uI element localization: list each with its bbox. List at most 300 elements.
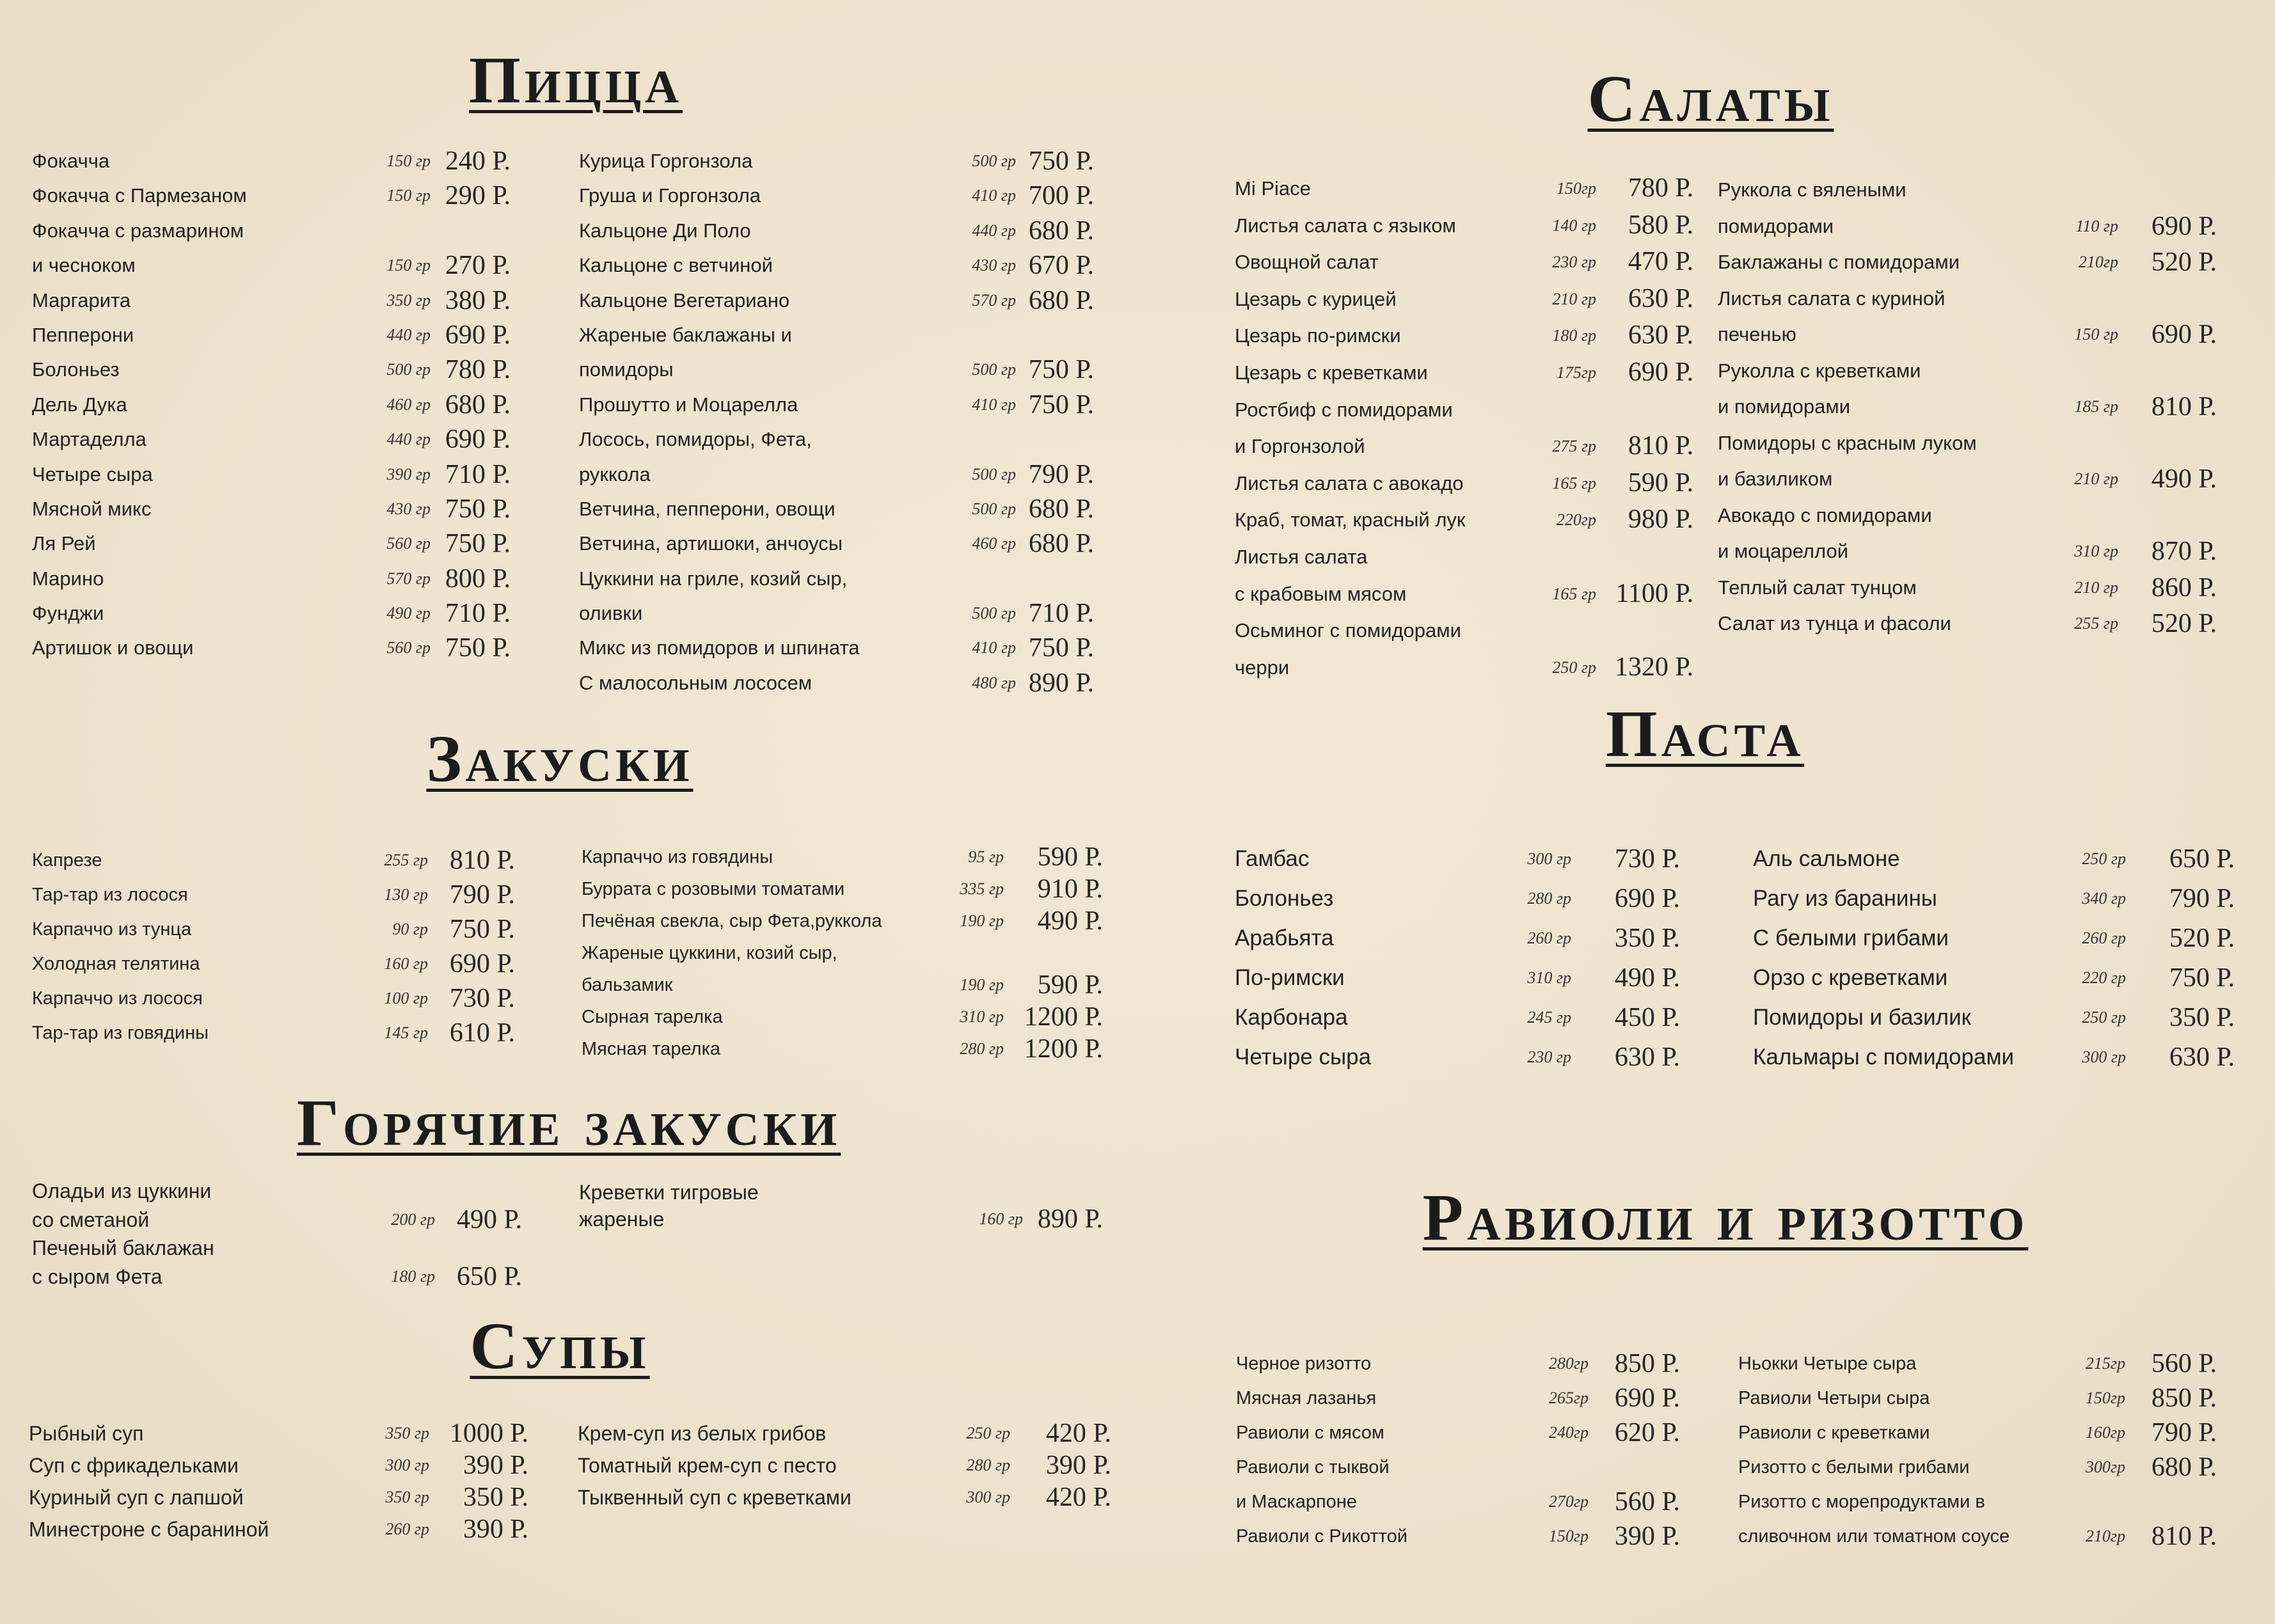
item-name [1235, 501, 1693, 539]
item-price: 750 Р. [445, 494, 511, 524]
soups-left-column [29, 1417, 528, 1545]
item-name-line: Ризотто с белыми грибами [1738, 1457, 1970, 1478]
item-name [1235, 918, 1680, 958]
item-name-line: Баклажаны с помидорами [1718, 251, 1960, 273]
item-name [32, 214, 511, 283]
item-weight: 185 гр [2074, 397, 2118, 416]
item-name [32, 1234, 522, 1291]
menu-item [32, 843, 515, 878]
item-name-line: Прошутто и Моцарелла [579, 393, 798, 416]
item-weight: 150гр [1556, 179, 1596, 198]
item-name [1235, 207, 1693, 244]
item-price: 520 Р. [2151, 609, 2217, 638]
item-weight: 210 гр [2074, 578, 2118, 597]
menu-item [32, 878, 515, 912]
item-weight: 245 гр [1527, 1008, 1571, 1027]
item-price: 650 Р. [456, 1261, 522, 1291]
item-price: 620 Р. [1614, 1418, 1680, 1447]
item-weight: 190 гр [960, 911, 1004, 930]
item-price: 390 Р. [463, 1451, 528, 1480]
item-weight: 200 гр [391, 1210, 435, 1229]
hot-zakuski-right-column [579, 1179, 1103, 1233]
item-price: 680 Р. [445, 390, 511, 420]
menu-item [32, 981, 515, 1016]
menu-item [1738, 1415, 2217, 1450]
item-name-line: Микс из помидоров и шпината [579, 636, 860, 659]
item-name-line: Кальмары с помидорами [1753, 1045, 2015, 1069]
item-weight: 500 гр [972, 499, 1016, 518]
item-name-line: и моцареллой [1718, 540, 1849, 562]
item-price: 710 Р. [445, 459, 511, 489]
item-weight: 160 гр [384, 954, 428, 973]
item-weight: 335 гр [960, 879, 1004, 898]
item-name-line: Руккола с вялеными [1718, 178, 1906, 201]
item-price: 1000 Р. [449, 1419, 528, 1448]
item-price: 750 Р. [1028, 146, 1094, 176]
item-weight: 260 гр [2082, 929, 2126, 947]
menu-item [1236, 1346, 1680, 1381]
item-name [582, 937, 1103, 1001]
item-name-line: и Горгонзолой [1235, 435, 1365, 458]
item-name-line: Маргарита [32, 288, 131, 311]
item-name [29, 1449, 528, 1481]
item-name [1235, 391, 1693, 465]
item-name-line: Помидоры и базилик [1753, 1005, 1971, 1030]
item-name-line: Карбонара [1235, 1005, 1348, 1030]
item-name-line: Листья салата с языком [1235, 214, 1456, 237]
item-price: 680 Р. [1028, 285, 1094, 315]
item-name [1235, 839, 1680, 879]
item-name [32, 912, 515, 947]
menu-item [579, 248, 1094, 283]
item-name-line: Черное ризотто [1236, 1353, 1372, 1374]
item-name-line: Болоньез [32, 358, 120, 381]
item-weight: 410 гр [972, 395, 1016, 414]
item-price: 690 Р. [2151, 320, 2217, 349]
item-price: 850 Р. [1614, 1349, 1680, 1378]
item-weight: 240гр [1548, 1423, 1589, 1442]
menu-item [1235, 501, 1693, 539]
item-weight: 430 гр [972, 256, 1016, 275]
item-name-line: Четыре сыра [1235, 1045, 1372, 1069]
menu-item [1235, 354, 1693, 391]
section-title-hot-zakuski: Горячие закуски [296, 1086, 841, 1160]
menu-item [1235, 317, 1693, 354]
item-name-line: Гамбас [1235, 846, 1310, 871]
item-name-line: С малосольным лососем [579, 671, 812, 694]
item-price: 680 Р. [1028, 494, 1094, 524]
item-weight: 160 гр [979, 1210, 1023, 1228]
item-price: 750 Р. [1028, 390, 1094, 420]
item-price: 590 Р. [1037, 970, 1103, 1000]
item-name-line: Карпаччо из говядины [582, 847, 773, 867]
menu-item [32, 144, 511, 178]
item-name-line: Ньокки Четыре сыра [1738, 1353, 1917, 1374]
item-name [32, 878, 515, 912]
menu-item [1753, 958, 2235, 998]
menu-item [1718, 281, 2217, 353]
item-weight: 260 гр [385, 1520, 429, 1538]
item-name [1738, 1485, 2217, 1554]
item-name-line: Фокачча [32, 150, 110, 172]
menu-item [1718, 498, 2217, 570]
item-weight: 460 гр [972, 534, 1016, 553]
item-name-line: и помидорами [1718, 395, 1851, 418]
item-name-line: с сыром Фета [32, 1265, 162, 1288]
item-name-line: оливки [579, 602, 643, 625]
menu-item [1235, 918, 1680, 958]
item-price: 810 Р. [449, 846, 515, 875]
item-price: 850 Р. [2151, 1384, 2217, 1413]
item-price: 890 Р. [1037, 1204, 1103, 1234]
menu-item [582, 1001, 1103, 1033]
item-name [29, 1513, 528, 1545]
item-price: 630 Р. [1628, 283, 1693, 313]
item-price: 680 Р. [1028, 216, 1094, 246]
item-weight: 300 гр [966, 1488, 1010, 1506]
menu-item [582, 937, 1103, 1001]
item-name-line: Мясная лазанья [1236, 1388, 1377, 1408]
item-name-line: сливочном или томатном соусе [1738, 1526, 2010, 1547]
item-name [1718, 498, 2217, 570]
item-weight: 145 гр [384, 1023, 428, 1042]
menu-item [32, 1234, 522, 1291]
item-name-line: Оладьи из цуккини [32, 1179, 212, 1202]
item-weight: 350 гр [385, 1488, 429, 1506]
item-weight: 150 гр [386, 186, 431, 205]
item-price: 790 Р. [449, 880, 515, 910]
item-name-line: Листья салата [1235, 545, 1368, 568]
item-name [579, 526, 1094, 561]
item-weight: 250 гр [2082, 849, 2126, 868]
menu-item [32, 422, 511, 457]
item-weight: 150 гр [2074, 325, 2118, 343]
item-name-line: Рыбный суп [29, 1422, 144, 1445]
item-price: 810 Р. [2151, 1522, 2217, 1551]
item-weight: 250 гр [966, 1424, 1010, 1442]
item-weight: 410 гр [972, 638, 1016, 658]
item-name-line: Мясная тарелка [582, 1039, 721, 1059]
item-price: 690 Р. [2151, 211, 2217, 241]
item-weight: 410 гр [972, 186, 1016, 205]
item-weight: 150 гр [386, 256, 431, 275]
menu-item [578, 1481, 1111, 1513]
item-name-line: Марино [32, 567, 104, 590]
menu-item [1235, 207, 1693, 244]
item-weight: 210гр [2078, 253, 2118, 271]
item-name-line: Дель Дука [32, 393, 127, 416]
item-name [32, 526, 511, 561]
item-weight: 255 гр [2074, 614, 2118, 633]
item-weight: 140 гр [1552, 216, 1596, 235]
item-price: 560 Р. [2151, 1349, 2217, 1378]
item-name-line: Жареные цуккини, козий сыр, [582, 943, 837, 963]
menu-item [29, 1449, 528, 1481]
item-weight: 215гр [2085, 1354, 2125, 1373]
item-name-line: Фокачча с размарином [32, 219, 244, 242]
section-title-zakuski: Закуски [426, 722, 694, 796]
item-name [1718, 425, 2217, 498]
item-name-line: Mi Piace [1235, 177, 1311, 200]
item-weight: 100 гр [384, 989, 428, 1007]
item-name [1235, 879, 1680, 918]
section-title-ravioli-risotto: Равиоли и ризотто [1422, 1181, 2029, 1254]
item-price: 350 Р. [463, 1483, 528, 1512]
menu-item [1718, 353, 2217, 425]
item-weight: 500 гр [972, 360, 1016, 379]
menu-item [579, 631, 1094, 665]
item-name-line: Рагу из баранины [1753, 886, 1937, 911]
pasta-right-column [1753, 839, 2235, 1077]
zakuski-right-column [582, 841, 1103, 1065]
item-name-line: Четыре сыра [32, 462, 153, 485]
item-weight: 300гр [2085, 1458, 2125, 1476]
item-weight: 300 гр [1527, 849, 1571, 868]
item-price: 750 Р. [445, 633, 511, 663]
item-weight: 210 гр [2074, 469, 2118, 488]
item-name-line: печенью [1718, 323, 1796, 345]
item-weight: 150гр [1548, 1527, 1589, 1545]
menu-item [1753, 918, 2235, 958]
item-weight: 250 гр [1552, 658, 1596, 677]
item-name-line: со сметаной [32, 1208, 150, 1231]
menu-item [579, 318, 1094, 388]
item-weight: 220гр [1556, 510, 1596, 530]
item-weight: 560 гр [386, 638, 431, 658]
item-price: 750 Р. [2169, 963, 2235, 993]
item-name-line: Кальцоне Ди Поло [579, 219, 751, 242]
item-name [32, 283, 511, 318]
ravioli-right-column [1738, 1346, 2217, 1554]
menu-item [1235, 1037, 1680, 1077]
item-price: 670 Р. [1028, 251, 1094, 281]
item-weight: 250 гр [2082, 1008, 2126, 1027]
item-name-line: черри [1235, 656, 1290, 679]
item-name-line: Цуккини на гриле, козий сыр, [579, 567, 848, 590]
menu-item [32, 1016, 515, 1050]
zakuski-left-column [32, 843, 515, 1050]
item-name [579, 283, 1094, 318]
menu-item [579, 214, 1094, 248]
item-name [579, 1179, 1103, 1233]
item-name-line: Равиоли с мясом [1236, 1423, 1384, 1443]
item-name-line: бальзамик [582, 975, 673, 995]
menu-item [579, 422, 1094, 492]
item-name-line: Мартаделла [32, 428, 147, 451]
menu-item [32, 178, 511, 213]
item-name-line: Авокадо с помидорами [1718, 503, 1932, 526]
item-weight: 390 гр [386, 464, 431, 484]
item-name-line: С белыми грибами [1753, 926, 1949, 950]
item-weight: 440 гр [386, 325, 431, 344]
menu-item [579, 388, 1094, 422]
item-name-line: руккола [579, 462, 651, 485]
item-name [578, 1417, 1111, 1449]
menu-item [582, 1033, 1103, 1065]
menu-item [582, 841, 1103, 873]
item-weight: 310 гр [960, 1007, 1004, 1026]
item-price: 470 Р. [1628, 247, 1693, 277]
menu-item [1236, 1450, 1680, 1519]
menu-item [1235, 391, 1693, 465]
item-weight: 500 гр [972, 464, 1016, 484]
item-weight: 90 гр [392, 920, 428, 938]
item-weight: 350 гр [385, 1424, 429, 1442]
item-name-line: Листья салата с авокадо [1235, 471, 1464, 494]
item-price: 870 Р. [2151, 537, 2217, 566]
item-weight: 460 гр [386, 395, 431, 414]
item-name [579, 631, 1094, 665]
item-name [1738, 1450, 2217, 1485]
item-name-line: Артишок и овощи [32, 636, 194, 659]
item-weight: 490 гр [386, 604, 431, 623]
item-price: 350 Р. [2169, 1003, 2235, 1032]
item-price: 560 Р. [1614, 1487, 1680, 1517]
item-name [1235, 170, 1693, 207]
menu-item [1738, 1485, 2217, 1554]
item-name [1718, 353, 2217, 425]
item-name [1235, 465, 1693, 502]
item-price: 1200 Р. [1024, 1002, 1103, 1032]
item-price: 630 Р. [1614, 1043, 1680, 1072]
item-name-line: Минестроне с бараниной [29, 1518, 269, 1541]
item-name [32, 457, 511, 492]
item-price: 390 Р. [1045, 1451, 1111, 1480]
item-name-line: Ветчина, артишоки, анчоусы [579, 532, 843, 555]
menu-item [32, 352, 511, 387]
item-weight: 280 гр [966, 1456, 1010, 1474]
item-price: 490 Р. [2151, 464, 2217, 494]
menu-item [1235, 539, 1693, 612]
item-name-line: Равиоли Четыри сыра [1738, 1388, 1930, 1408]
menu-item [1235, 958, 1680, 998]
menu-item [32, 526, 511, 561]
item-name [32, 144, 511, 178]
item-name [1718, 606, 2217, 642]
item-price: 680 Р. [1028, 529, 1094, 559]
item-price: 790 Р. [1028, 459, 1094, 489]
item-price: 730 Р. [449, 984, 515, 1013]
item-name-line: Ризотто с морепродуктами в [1738, 1492, 1985, 1512]
menu-item [32, 283, 511, 318]
item-name [1235, 998, 1680, 1037]
item-price: 790 Р. [2169, 884, 2235, 913]
item-name [32, 178, 511, 213]
menu-item [1753, 839, 2235, 879]
item-name-line: По-римски [1235, 965, 1345, 990]
item-name-line: Листья салата с куриной [1718, 287, 1946, 310]
item-name-line: Крем-суп из белых грибов [578, 1422, 827, 1445]
menu-item [1235, 612, 1693, 686]
item-price: 590 Р. [1037, 842, 1103, 872]
item-price: 710 Р. [1028, 599, 1094, 629]
item-name [32, 1177, 522, 1234]
item-price: 810 Р. [1628, 431, 1693, 461]
pizza-left-column [32, 144, 511, 666]
item-name [1738, 1415, 2217, 1450]
item-name-line: Куриный суп с лапшой [29, 1486, 244, 1509]
item-name-line: Цезарь по-римски [1235, 324, 1401, 347]
item-name-line: Тар-тар из лосося [32, 885, 188, 905]
menu-item [32, 912, 515, 947]
item-name [579, 666, 1094, 700]
item-price: 790 Р. [2151, 1418, 2217, 1447]
item-price: 390 Р. [463, 1515, 528, 1544]
menu-item [1753, 1037, 2235, 1077]
menu-item [1235, 244, 1693, 281]
item-name [32, 492, 511, 526]
item-weight: 95 гр [968, 847, 1004, 866]
menu-item [32, 388, 511, 422]
item-name-line: Фокачча с Пармезаном [32, 184, 247, 207]
item-name [32, 947, 515, 981]
item-name-line: Печёная свекла, сыр Фета,руккола [582, 911, 882, 931]
item-name-line: Цезарь с креветками [1235, 361, 1428, 384]
item-weight: 175гр [1556, 363, 1596, 382]
item-weight: 180 гр [391, 1266, 435, 1286]
item-name-line: Руколла с креветками [1718, 359, 1921, 382]
item-weight: 310 гр [2074, 542, 2118, 560]
item-price: 450 Р. [1614, 1003, 1680, 1032]
item-price: 590 Р. [1628, 468, 1693, 498]
menu-item [1753, 998, 2235, 1037]
item-price: 380 Р. [445, 285, 511, 315]
item-name-line: Равиоли с креветками [1738, 1423, 1930, 1443]
item-price: 420 Р. [1045, 1483, 1111, 1512]
item-name-line: Аль сальмоне [1753, 846, 1900, 871]
item-weight: 280 гр [1527, 889, 1571, 908]
item-price: 800 Р. [445, 564, 511, 594]
menu-item [32, 492, 511, 526]
item-name [1236, 1415, 1680, 1450]
item-name [579, 388, 1094, 422]
item-name [32, 596, 511, 631]
item-weight: 255 гр [384, 851, 428, 869]
item-name-line: помидоры [579, 358, 674, 381]
item-name [29, 1481, 528, 1513]
item-name-line: Помидоры с красным луком [1718, 431, 1977, 454]
item-weight: 300 гр [2082, 1048, 2126, 1066]
item-weight: 160гр [2085, 1423, 2125, 1442]
menu-item [1236, 1415, 1680, 1450]
menu-item [1235, 281, 1693, 318]
item-name [579, 422, 1094, 492]
item-weight: 280гр [1548, 1354, 1589, 1373]
item-name [1236, 1519, 1680, 1554]
item-name [1235, 354, 1693, 391]
item-weight: 440 гр [972, 221, 1016, 240]
item-weight: 265гр [1548, 1389, 1589, 1407]
item-name-line: помидорами [1718, 214, 1834, 237]
item-name-line: и чесноком [32, 254, 136, 277]
item-name-line: Сырная тарелка [582, 1007, 723, 1027]
item-name [1718, 281, 2217, 353]
item-price: 490 Р. [456, 1204, 522, 1234]
item-name [582, 841, 1103, 873]
item-price: 730 Р. [1614, 844, 1680, 874]
item-price: 520 Р. [2151, 248, 2217, 277]
item-name [1236, 1346, 1680, 1381]
menu-item [1738, 1450, 2217, 1485]
item-name [1236, 1381, 1680, 1415]
item-name-line: Карпаччо из тунца [32, 919, 192, 940]
item-name-line: Карпаччо из лосося [32, 988, 203, 1009]
item-name-line: Буррата с розовыми томатами [582, 879, 845, 899]
item-price: 690 Р. [1614, 1384, 1680, 1413]
item-weight: 130 гр [384, 885, 428, 904]
item-price: 750 Р. [449, 915, 515, 944]
menu-item [1738, 1346, 2217, 1381]
